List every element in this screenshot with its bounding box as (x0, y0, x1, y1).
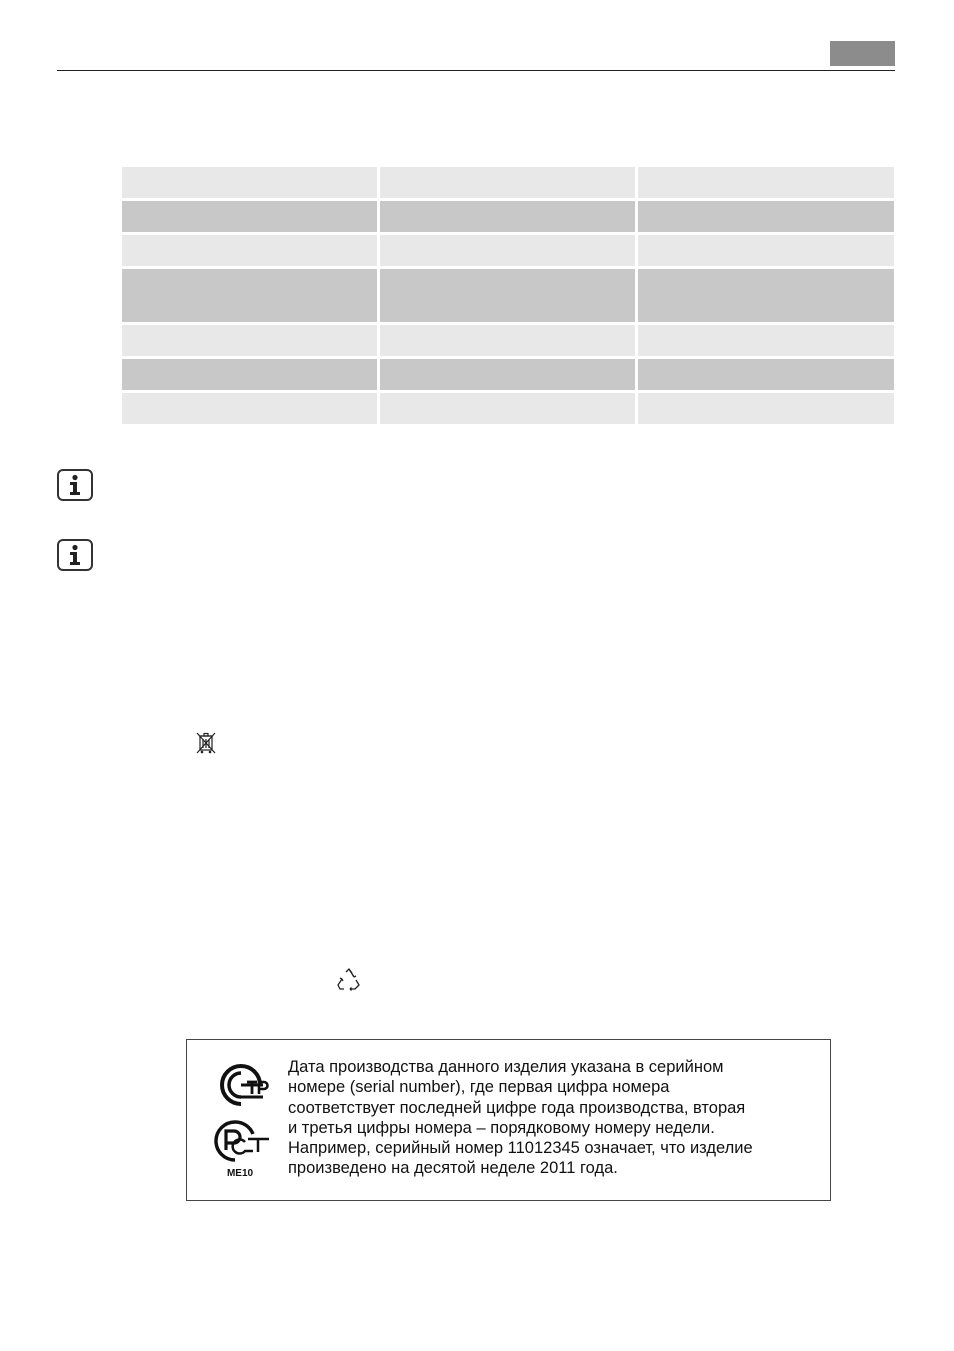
info-icon (57, 539, 93, 571)
table-cell (638, 235, 894, 269)
notice-line: номере (serial number), где первая цифра номера (288, 1078, 670, 1097)
table-cell (638, 269, 894, 325)
spec-table (122, 167, 894, 427)
table-cell (122, 393, 380, 427)
notice-line: соответствует последней цифре года производства, вторая (288, 1098, 746, 1117)
pct-certification-logo (211, 1118, 273, 1164)
table-cell (638, 393, 894, 427)
table-cell (380, 167, 638, 201)
table-cell (638, 359, 894, 393)
table-cell (380, 325, 638, 359)
notice-line: произведено на десятой неделе 2011 года. (288, 1159, 618, 1178)
table-cell (380, 235, 638, 269)
table-row (122, 201, 894, 235)
notice-line: Дата производства данного изделия указана в серийном (288, 1058, 724, 1076)
table-cell (638, 201, 894, 235)
table-row (122, 167, 894, 201)
table-row (122, 325, 894, 359)
table-cell (122, 269, 380, 325)
header-rule (57, 70, 895, 71)
table-row (122, 269, 894, 325)
table-cell (122, 201, 380, 235)
eac-certification-logo (211, 1060, 273, 1110)
notice-line: и третья цифры номера – порядковому номеру недели. (288, 1118, 715, 1137)
table-cell (122, 359, 380, 393)
language-tab (830, 41, 895, 66)
table-cell (380, 359, 638, 393)
table-row (122, 359, 894, 393)
info-icon (57, 469, 93, 501)
certification-code: ME10 (226, 1168, 254, 1179)
table-row (122, 235, 894, 269)
table-cell (122, 325, 380, 359)
manufacture-date-notice (186, 1039, 831, 1201)
table-cell (122, 235, 380, 269)
notice-line: Например, серийный номер 11012345 означает, что изделие (288, 1139, 753, 1158)
table-cell (638, 167, 894, 201)
table-cell (380, 393, 638, 427)
table-row (122, 393, 894, 427)
table-cell (380, 269, 638, 325)
table-cell (638, 325, 894, 359)
table-cell (122, 167, 380, 201)
table-cell (380, 201, 638, 235)
recycle-icon (336, 968, 362, 992)
notice-text (288, 1057, 828, 1179)
crossed-out-bin-icon (195, 731, 217, 757)
